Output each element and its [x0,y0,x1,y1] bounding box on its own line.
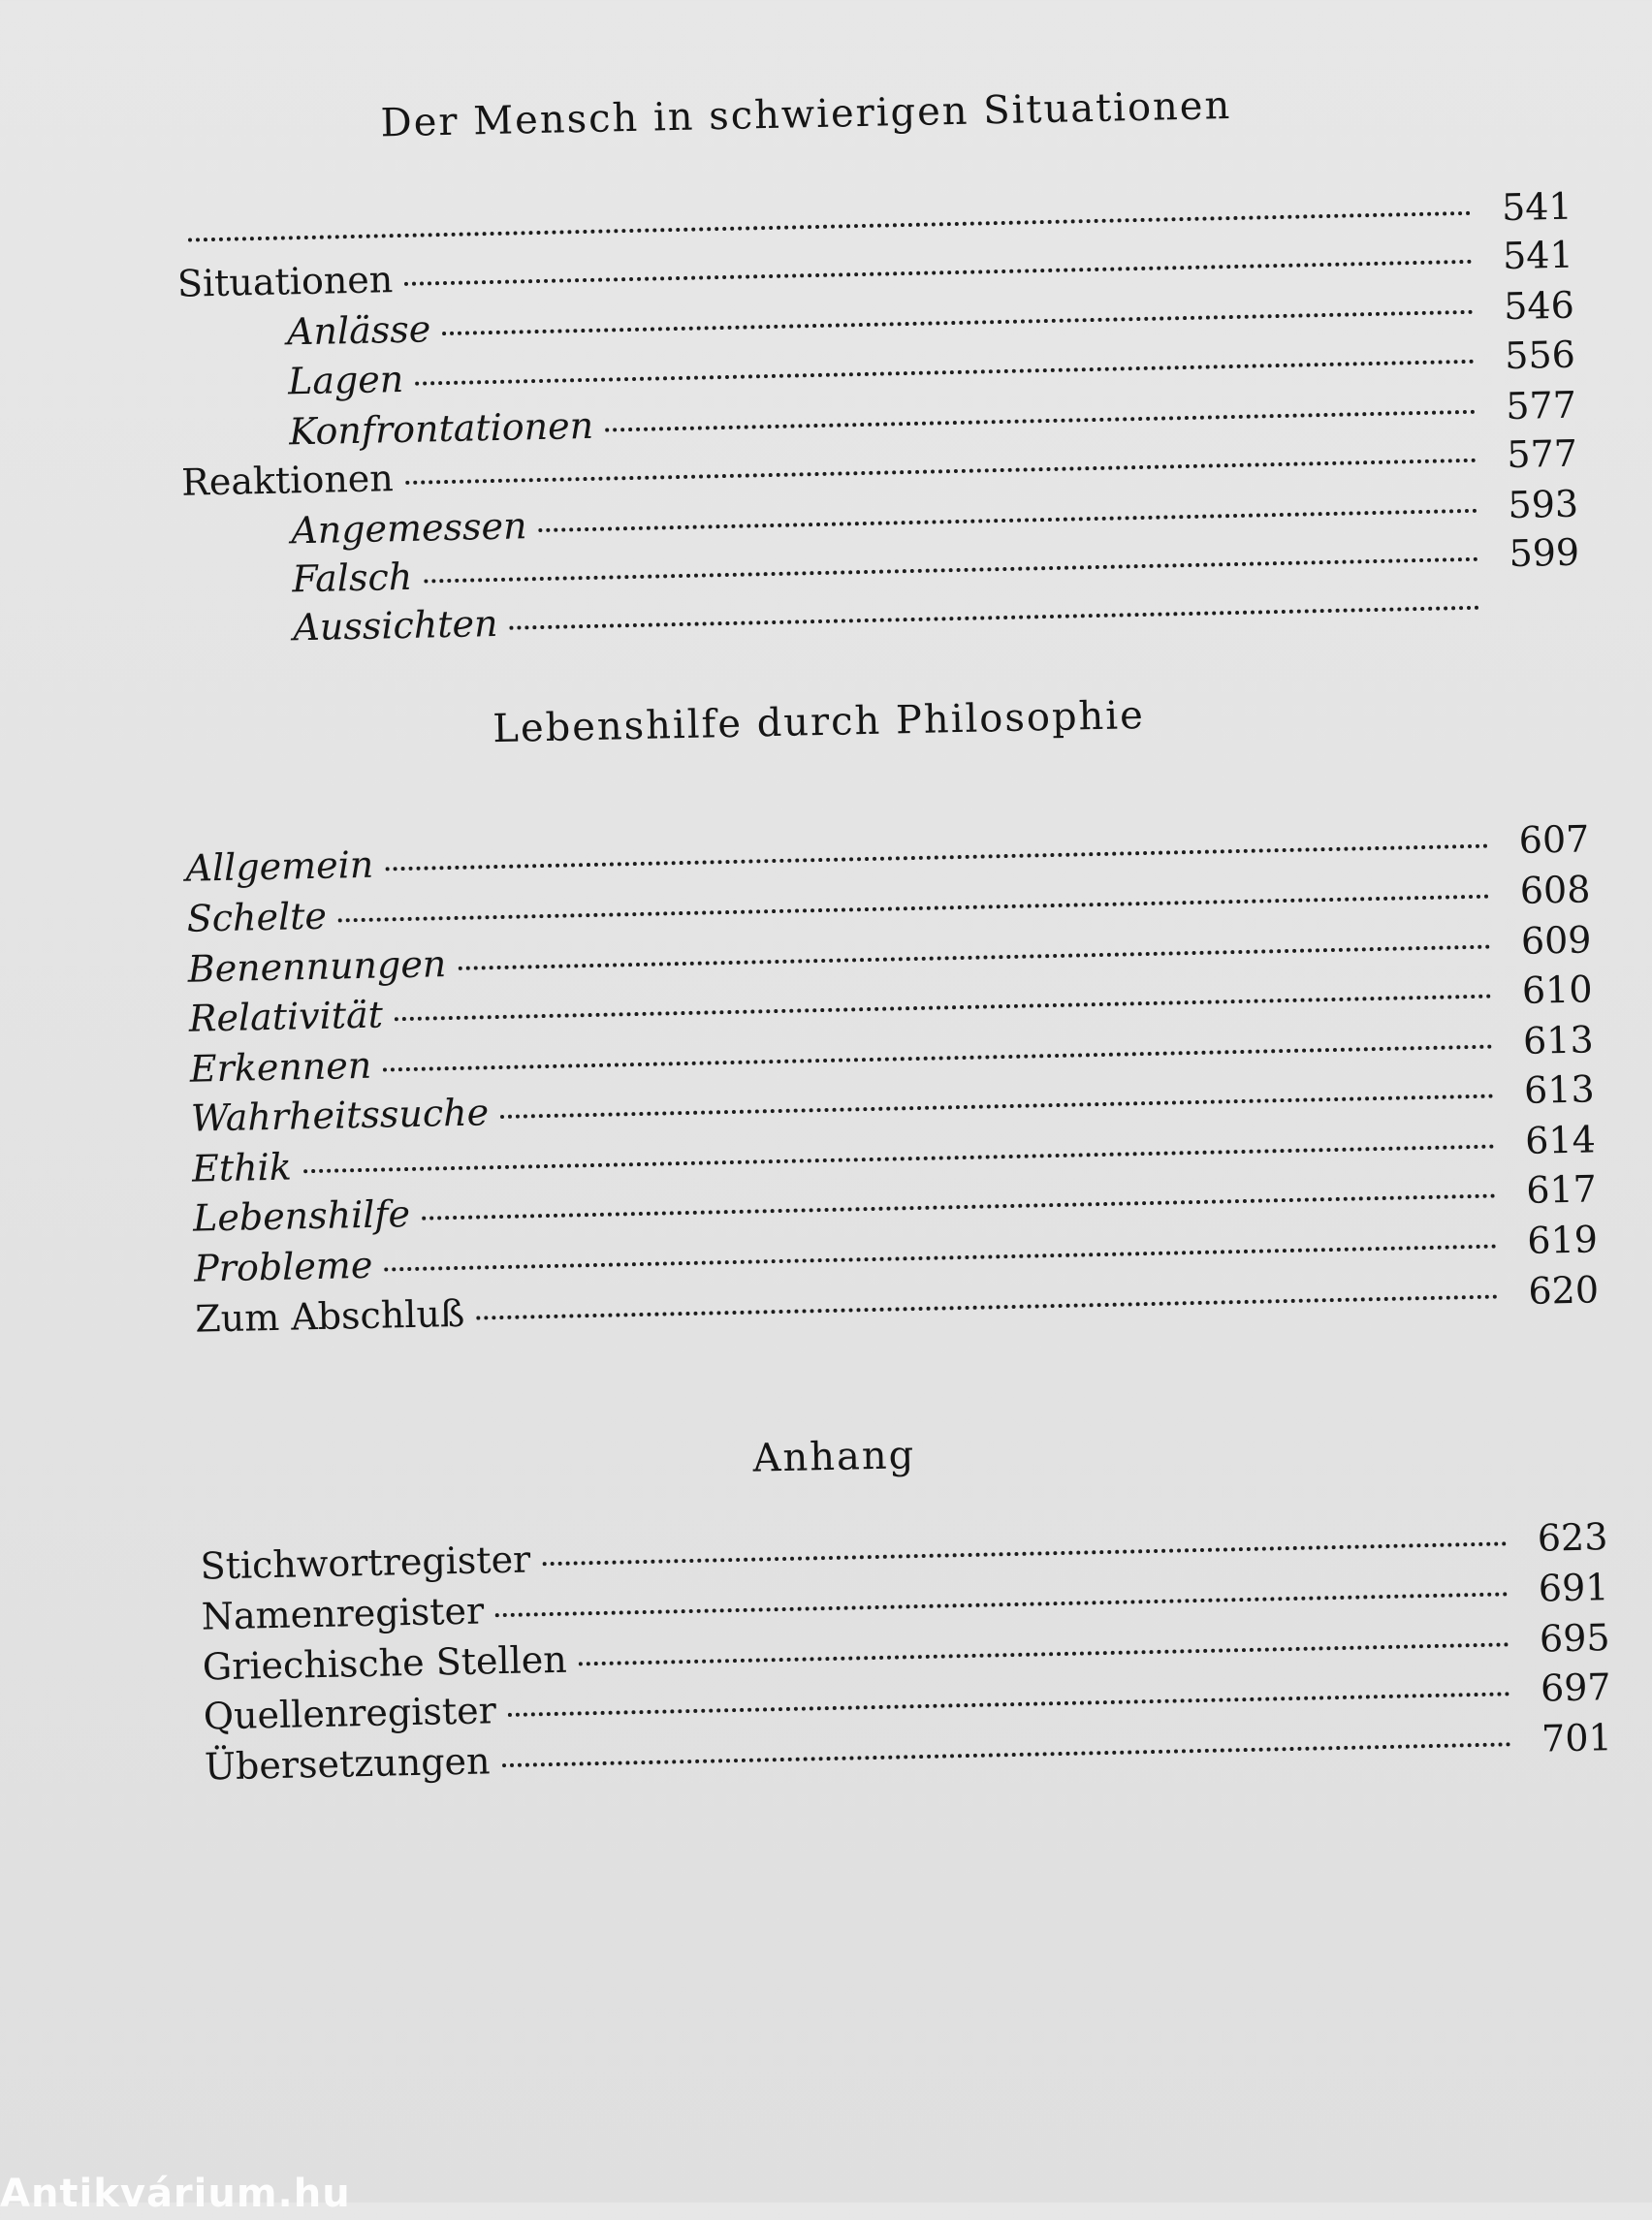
entry-label: Ethik [192,1143,304,1191]
entry-page-number: 541 [1496,183,1573,232]
leader-dots [458,945,1490,970]
entry-page-number: 613 [1518,1065,1595,1114]
leader-dots [422,1194,1496,1221]
entry-label: Benennungen [187,940,459,993]
leader-dots [579,1642,1509,1665]
leader-dots [384,1245,1497,1272]
leader-dots [509,606,1479,630]
entry-label: Relativität [188,991,395,1041]
entry-page-number: 623 [1532,1513,1608,1562]
entry-label: Allgemein [185,840,386,891]
entry-label: Aussichten [293,600,510,651]
entry-page-number: 619 [1521,1216,1598,1264]
entry-page-number [1505,614,1580,616]
leader-dots [508,1692,1510,1717]
entry-label: Stichwortregister [200,1536,543,1589]
entry-page-number: 577 [1501,430,1577,479]
entry-label: Probleme [194,1242,385,1292]
leader-dots [424,557,1478,584]
leader-dots [500,1094,1494,1119]
leader-dots [442,310,1474,335]
leader-dots [539,509,1478,532]
watermark: Antikvárium.hu [0,2172,351,2216]
entry-label: Namenregister [201,1587,495,1639]
entry-page-number: 593 [1503,481,1579,529]
entry-label: Quellenregister [203,1687,508,1740]
toc-section-situationen [0,0,1630,17]
entry-label: Situationen [176,256,404,307]
entry-label: Anlässe [287,305,443,355]
leader-dots [383,1045,1493,1072]
leader-dots [415,360,1475,386]
leader-dots [404,260,1473,286]
leader-dots [385,844,1488,872]
entry-page-number: 608 [1514,866,1591,914]
entry-page-number: 610 [1516,966,1593,1014]
entry-page-number: 577 [1500,382,1576,430]
entry-page-number: 546 [1498,282,1574,331]
section-title: Der Mensch in schwierigen Situationen [0,75,1633,154]
leader-dots [495,1592,1508,1617]
leader-dots [395,995,1492,1022]
entry-page-number: 697 [1535,1664,1611,1712]
section-title: Lebenshilfe durch Philosophie [0,682,1645,762]
entry-page-number: 695 [1534,1614,1610,1663]
entry-label: Griechische Stellen [202,1635,579,1690]
entry-page-number: 617 [1520,1165,1597,1214]
section-title: Anhang [8,1417,1652,1497]
leader-dots [405,459,1477,485]
entry-page-number: 541 [1497,232,1573,280]
toc-section-anhang [0,0,1630,17]
entry-label: Falsch [292,554,425,603]
leader-dots [605,410,1476,432]
entry-page-number: 701 [1536,1714,1612,1762]
entry-page-number: 613 [1517,1016,1594,1064]
entry-label: Lebenshilfe [193,1190,423,1242]
entry-label: Übersetzungen [204,1737,501,1790]
entry-page-number: 691 [1533,1564,1609,1612]
entry-label: Wahrheitssuche [190,1089,500,1142]
entry-page-number: 609 [1515,916,1592,965]
entry-label: Angemessen [291,502,539,554]
entry-label: Zum Abschluß [195,1290,477,1343]
entry-label: Reaktionen [181,455,405,506]
leader-dots [542,1541,1507,1566]
leader-dots [303,1145,1495,1174]
leader-dots [502,1742,1511,1767]
leader-dots [338,895,1490,923]
entry-label: Lagen [288,356,416,405]
entry-page-number: 607 [1513,815,1590,864]
entry-label: Schelte [186,892,338,941]
entry-page-number: 599 [1504,529,1580,578]
entry-page-number: 556 [1499,332,1575,380]
entry-page-number: 620 [1523,1266,1600,1315]
entry-page-number: 614 [1519,1116,1596,1164]
entry-label: Erkennen [189,1042,383,1093]
entry-label: Konfrontationen [289,402,606,456]
leader-dots [476,1294,1498,1319]
toc-section-lebenshilfe [0,0,1630,17]
